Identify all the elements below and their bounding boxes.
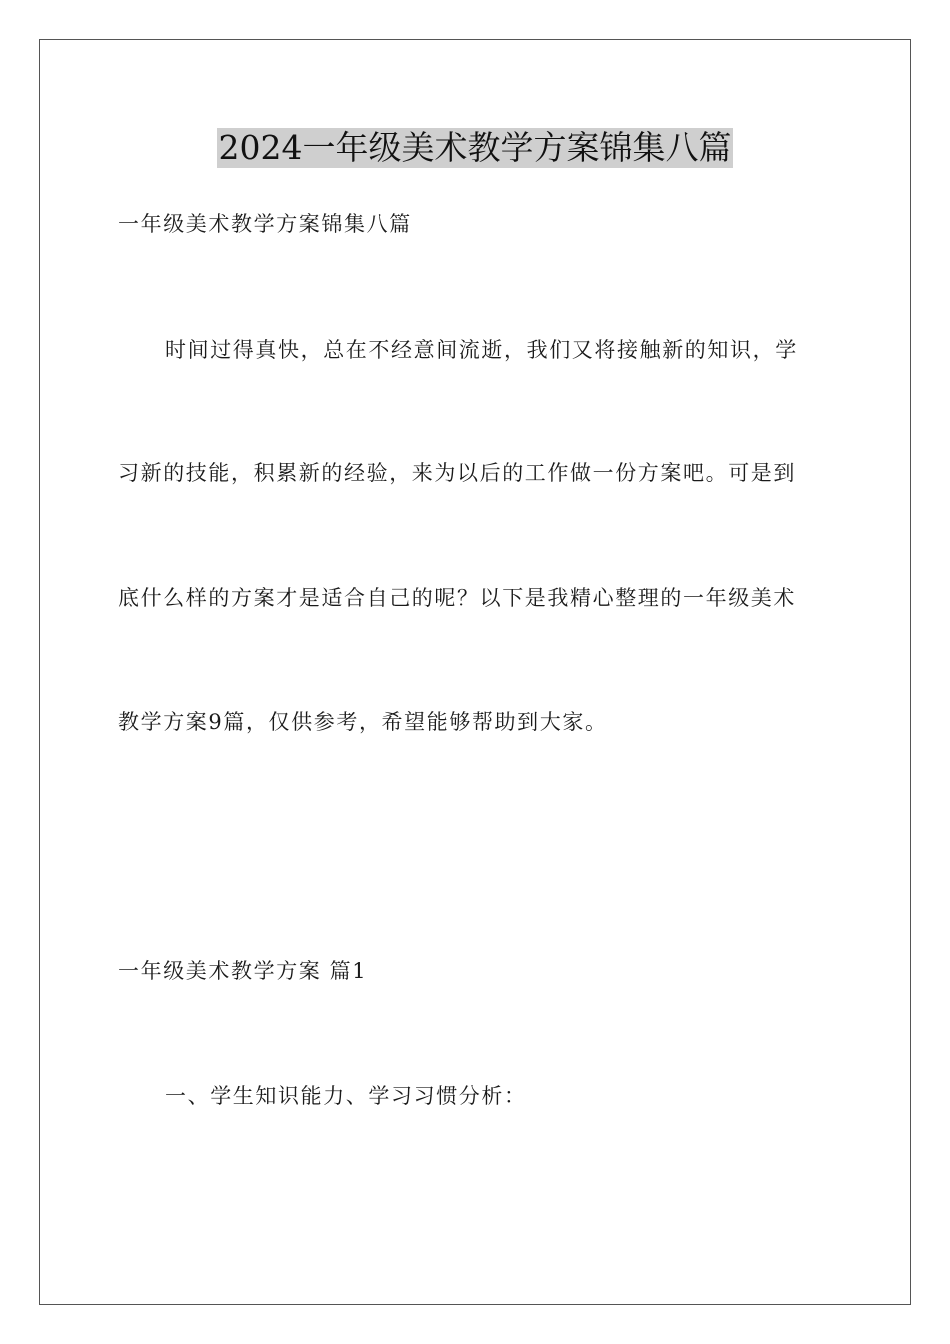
document-title: 2024一年级美术教学方案锦集八篇: [218, 128, 732, 167]
intro-line-2: 习新的技能，积累新的经验，来为以后的工作做一份方案吧。可是到: [118, 461, 796, 485]
title-container: [0, 128, 950, 168]
intro-line-1: 时间过得真快，总在不经意间流逝，我们又将接触新的知识，学: [165, 338, 798, 362]
document-subtitle: 一年级美术教学方案锦集八篇: [118, 212, 412, 236]
section-item-heading: 一、学生知识能力、学习习惯分析：: [165, 1084, 527, 1108]
intro-line-4: 教学方案9篇，仅供参考，希望能够帮助到大家。: [118, 710, 608, 734]
section-heading: 一年级美术教学方案 篇1: [118, 959, 368, 983]
intro-line-3: 底什么样的方案才是适合自己的呢？以下是我精心整理的一年级美术: [118, 586, 796, 610]
